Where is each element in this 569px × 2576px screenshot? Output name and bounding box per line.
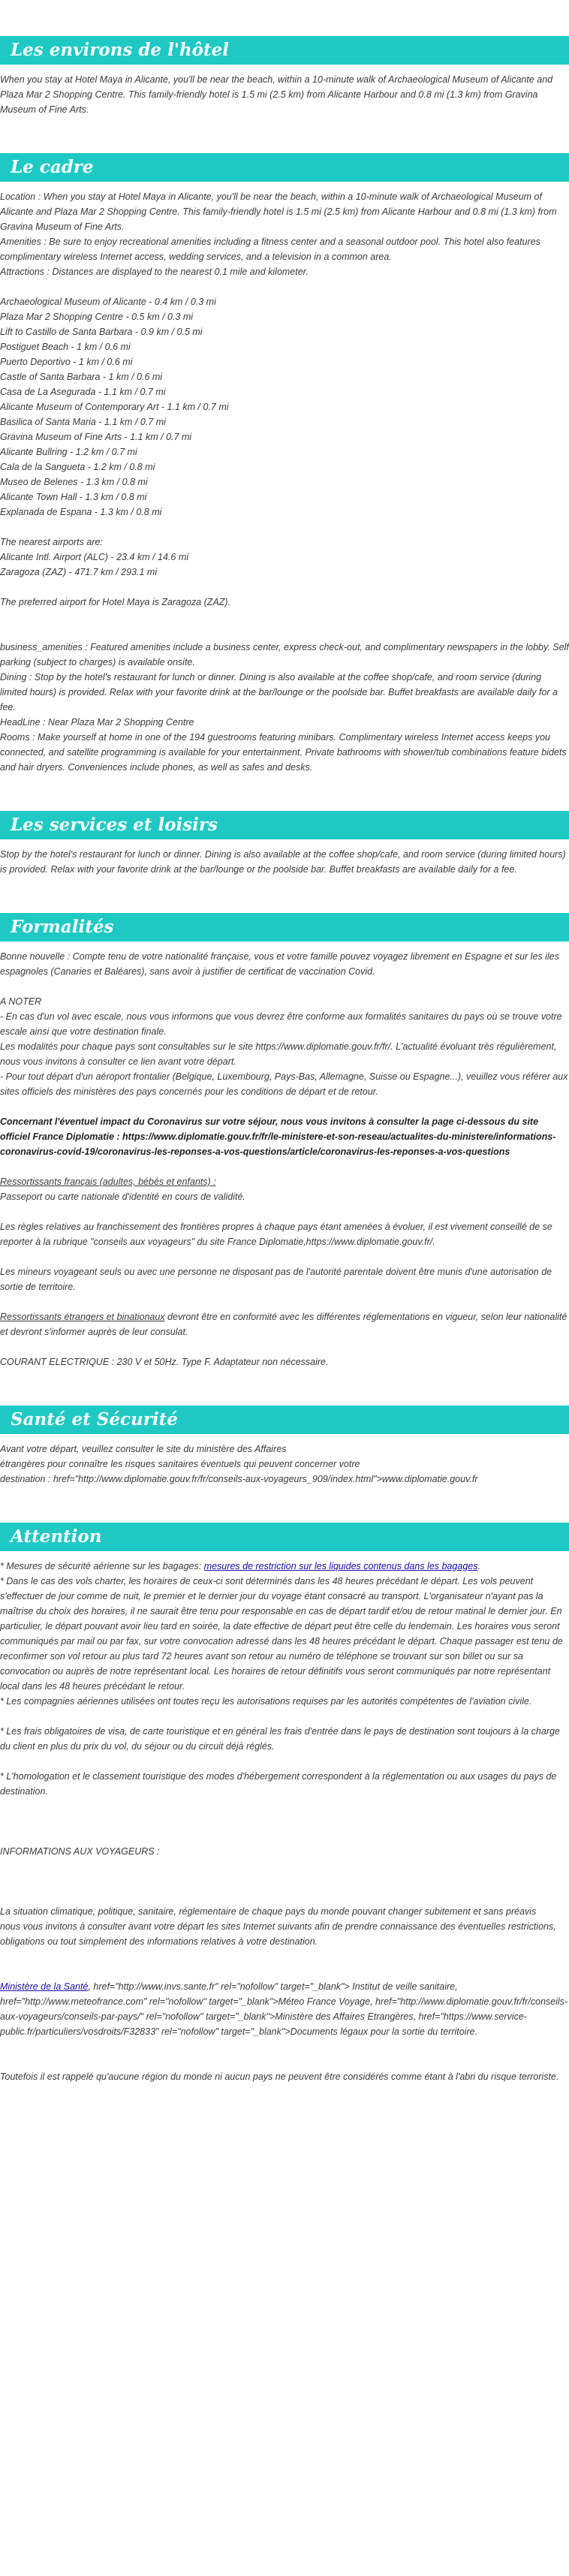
list-item: Alicante Intl. Airport (ALC) - 23.4 km / 14.6 mi bbox=[0, 552, 189, 562]
ress-fr-label: Ressortissants français (adultes, bébés et enfants) : bbox=[0, 1177, 216, 1187]
cadre-attractions: Attractions : Distances are displayed to the nearest 0.1 mile and kilometer. bbox=[0, 267, 309, 277]
list-item: Zaragoza (ZAZ) - 471.7 km / 293.1 mi bbox=[0, 567, 158, 577]
list-item: Postiguet Beach - 1 km / 0.6 mi bbox=[0, 342, 131, 352]
attention-p1-prefix: * Mesures de sécurité aérienne sur les bagages: bbox=[0, 1561, 204, 1571]
list-item: Basilica of Santa Maria - 1.1 km / 0.7 mi bbox=[0, 417, 166, 427]
preferred-airport: The preferred airport for Hotel Maya is Zaragoza (ZAZ). bbox=[0, 597, 231, 607]
section-title-formalites: Formalités bbox=[0, 913, 569, 942]
sante-line2: étrangères pour connaître les risques sanitaires éventuels qui peuvent concerner votre bbox=[0, 1459, 360, 1469]
list-item: Archaeological Museum of Alicante - 0.4 km / 0.3 mi bbox=[0, 297, 216, 307]
list-item: Cala de la Sangueta - 1.2 km / 0.8 mi bbox=[0, 462, 155, 472]
list-item: Plaza Mar 2 Shopping Centre - 0.5 km / 0.3 mi bbox=[0, 312, 194, 322]
list-item: Castle of Santa Barbara - 1 km / 0.6 mi bbox=[0, 372, 163, 382]
formalites-note1: - En cas d'un vol avec escale, nous vous informons que vous devrez être conforme aux formalités sanitaires du pays où se trouve votre escale ainsi que votre destination finale. bbox=[0, 1011, 562, 1037]
section-cadre bbox=[0, 117, 569, 775]
ress-etrangers bbox=[0, 1309, 569, 1339]
courant-electrique: COURANT ELECTRIQUE : 230 V et 50Hz. Type F. Adaptateur non nécessaire. bbox=[0, 1357, 329, 1367]
formalites-intro: Bonne nouvelle : Compte tenu de votre nationalité française, vous et votre famille pouvez voyagez librement en Espagne et sur les iles espagnoles (Canaries et Baléares), sans avoir à justifier de certificat de vaccination Covid. bbox=[0, 951, 559, 977]
cadre-rooms: Rooms : Make yourself at home in one of the 194 guestrooms featuring minibars. Complimentary wireless Internet access keeps you connected, and satellite programming is available for your entertainment. Private bathrooms with shower/tub combinations feature bidets and hair dryers. Conveniences include phones, as well as safes and desks. bbox=[0, 732, 567, 773]
list-item: Gravina Museum of Fine Arts - 1.1 km / 0.7 mi bbox=[0, 432, 192, 442]
section-title-services: Les services et loisirs bbox=[0, 811, 569, 839]
environs-text: When you stay at Hotel Maya in Alicante, you'll be near the beach, within a 10-minute walk of Archaeological Museum of Alicante and Plaza Mar 2 Shopping Centre. This family-friendly hotel is 1.5 mi (2.5 km) from Alicante Harbour and 0.8 mi (1.3 km) from Gravina Museum of Fine Arts. bbox=[0, 74, 553, 115]
list-item: Alicante Bullring - 1.2 km / 0.7 mi bbox=[0, 447, 137, 457]
attention-p3: * Les compagnies aériennes utilisées ont toutes reçu les autorisations requises par les autorités compétentes de l'aviation civile. bbox=[0, 1696, 532, 1707]
cadre-headline: HeadLine : Near Plaza Mar 2 Shopping Centre bbox=[0, 717, 194, 728]
list-item: Alicante Town Hall - 1.3 km / 0.8 mi bbox=[0, 492, 147, 502]
formalites-anoter: A NOTER bbox=[0, 996, 42, 1007]
formalites-regles: Les règles relatives au franchissement des frontières propres à chaque pays étant amenées à évoluer, il est vivement conseillé de se reporter à la rubrique "conseils aux voyageurs" du site France Diplomatie,https://www.diplomatie.gouv.fr/. bbox=[0, 1222, 552, 1247]
cadre-business: business_amenities : Featured amenities include a business center, express check-out, and complimentary newspapers in the lobby. Self parking (subject to charges) is available onsite. bbox=[0, 642, 569, 667]
list-item: Casa de La Asegurada - 1.1 km / 0.7 mi bbox=[0, 387, 166, 397]
list-item: Alicante Museum of Contemporary Art - 1.1 km / 0.7 mi bbox=[0, 402, 229, 412]
list-item: Puerto Deportivo - 1 km / 0.6 mi bbox=[0, 357, 133, 367]
section-attention bbox=[0, 1487, 569, 2084]
attention-situation2: nous vous invitons à consulter avant votre départ les sites Internet suivants afin de prendre connaissance des éventuelles restrictions, obligations ou tout simplement des informations relatives à votre destination. bbox=[0, 1921, 556, 1947]
section-formalites bbox=[0, 877, 569, 1369]
sante-line3: destination : href="http://www.diplomatie.gouv.fr/fr/conseils-aux-voyageurs_909/index.html">www.diplomatie.gouv.fr bbox=[0, 1474, 478, 1484]
attention-final: Toutefois il est rappelé qu'aucune région du monde ni aucun pays ne peuvent être considérés comme étant à l'abri du risque terroriste. bbox=[0, 2071, 559, 2082]
airports-title: The nearest airports are: bbox=[0, 537, 103, 547]
cadre-dining: Dining : Stop by the hotel's restaurant for lunch or dinner. Dining is also available at the coffee shop/cafe, and room service (during limited hours) is provided. Relax with your favorite drink at the bar/lounge or the poolside bar. Buffet breakfasts are available daily for a fee. bbox=[0, 672, 558, 713]
formalites-note2: Les modalités pour chaque pays sont consultables sur le site https://www.diplomatie.gouv.fr/fr/. L'actualité évoluant très régulièrement, nous vous invitons à consulter ce lien avant votre départ. bbox=[0, 1041, 557, 1067]
section-title-sante: Santé et Sécurité bbox=[0, 1406, 569, 1434]
ministere-sante-link[interactable]: Ministère de la Santé bbox=[0, 1981, 89, 1992]
attention-p4: * Les frais obligatoires de visa, de carte touristique et en général les frais d'entrée dans le pays de destination sont toujours à la charge du client en plus du prix du vol, du séjour ou du circuit déjà réglés. bbox=[0, 1726, 560, 1752]
list-item: Explanada de Espana - 1.3 km / 0.8 mi bbox=[0, 507, 162, 517]
formalites-mineurs: Les mineurs voyageant seuls ou avec une personne ne disposant pas de l'autorité parentale doivent être munis d'une autorisation de sortie de territoire. bbox=[0, 1267, 552, 1292]
attention-p1 bbox=[0, 1559, 569, 1574]
attention-info: INFORMATIONS AUX VOYAGEURS : bbox=[0, 1846, 160, 1857]
services-text: Stop by the hotel's restaurant for lunch or dinner. Dining is also available at the coffee shop/cafe, and room service (during limited hours) is provided. Relax with your favorite drink at the bar/lounge or the poolside bar. Buffet breakfasts are available daily for a fee. bbox=[0, 849, 566, 875]
places-list bbox=[0, 294, 569, 520]
ress-et-text: devront être en conformité avec les différentes réglementations en vigueur, selon leur nationalité et devront s'informer auprès de leur consulat. bbox=[0, 1312, 567, 1337]
attention-p2: * Dans le cas des vols charter, les horaires de ceux-ci sont déterminés dans les 48 heures précédant le départ. Les vols peuvent s'effectuer de jour comme de nuit, le premier et le dernier jour du voyage étant consacré au transport. L'organisateur n'ayant pas la maîtrise du choix des horaires, il ne saurait être tenu pour responsable en cas de départ tardif et/ou de retour matinal le dernier jour. En particulier, le départ pouvant avoir lieu tard en soirée, la date effective de départ peut être celle du lendemain. Les horaires vous seront communiqués par mail ou par fax, sur votre convocation adressé dans les 48 heures précédant le départ. Chaque passager est tenu de reconfirmer son vol retour au plus tard 72 heures avant son retour au numéro de téléphone se trouvant sur son billet ou sur sa convocation ou auprès de notre représentant local. Les horaires de retour définitifs vous seront communiqués par notre représentant local dans les 48 heures précédant le retour. bbox=[0, 1576, 563, 1692]
cadre-amenities: Amenities : Be sure to enjoy recreational amenities including a fitness center and a seasonal outdoor pool. This hotel also features complimentary wireless Internet access, wedding services, and a television in a common area. bbox=[0, 237, 540, 262]
sante-line1: Avant votre départ, veuillez consulter le site du ministère des Affaires bbox=[0, 1444, 287, 1454]
ress-fr-text: Passeport ou carte nationale d'identité en cours de validité. bbox=[0, 1192, 245, 1202]
cadre-location: Location : When you stay at Hotel Maya in Alicante, you'll be near the beach, within a 10-minute walk of Archaeological Museum of Alicante and Plaza Mar 2 Shopping Centre. This family-friendly hotel is 1.5 mi (2.5 km) from Alicante Harbour and 0.8 mi (1.3 km) from Gravina Museum of Fine Arts. bbox=[0, 191, 557, 232]
attention-links bbox=[0, 1979, 569, 2039]
section-sante bbox=[0, 1369, 569, 1487]
section-environs bbox=[0, 0, 569, 117]
airports-block bbox=[0, 535, 569, 580]
section-title-cadre: Le cadre bbox=[0, 153, 569, 182]
formalites-bold: Concernant l'éventuel impact du Coronavirus sur votre séjour, nous vous invitons à consulter la page ci-dessous du site officiel France Diplomatie : https://www.diplomatie.gouv.fr/fr/le-ministere-et-son-reseau/actualites-du-ministere/informations-coronavirus-covid-19/coronavirus-les-reponses-a-vos-questions/article/coronavirus-les-reponses-a-vos-questions bbox=[0, 1116, 556, 1157]
list-item: Museo de Belenes - 1.3 km / 0.8 mi bbox=[0, 477, 148, 487]
section-title-attention: Attention bbox=[0, 1523, 569, 1551]
formalites-note3: - Pour tout départ d'un aéroport frontalier (Belgique, Luxembourg, Pays-Bas, Allemagne, Suisse ou Espagne...), veuillez vous référer aux sites officiels des ministères des pays concernés pour les conditions de départ et de retour. bbox=[0, 1071, 568, 1097]
attention-p1-suffix: . bbox=[477, 1561, 480, 1571]
attention-situation1: La situation climatique, politique, sanitaire, réglementaire de chaque pays du monde pouvant changer subitement et sans préavis bbox=[0, 1906, 537, 1917]
attention-links-text: , href="http://www.invs.sante.fr" rel="nofollow" target="_blank"> Institut de veille sanitaire, href="http://www.meteofrance.com" rel="nofollow" target="_blank">Méteo France Voyage, href="http://www.diplomatie.gouv.fr/fr/conseils-aux-voyageurs/conseils-par-pays/" rel="nofollow" target="_blank">Ministère des Affaires Etrangères, href="https://www.service-public.fr/particuliers/vosdroits/F32833" rel="nofollow" target="_blank">Documents légaux pour la sortie du territoire. bbox=[0, 1981, 568, 2037]
ress-et-label: Ressortissants étrangers et binationaux bbox=[0, 1312, 165, 1322]
section-services bbox=[0, 775, 569, 877]
liquids-restriction-link[interactable]: mesures de restriction sur les liquides contenus dans les bagages bbox=[203, 1561, 478, 1571]
section-title-environs: Les environs de l'hôtel bbox=[0, 36, 569, 65]
list-item: Lift to Castillo de Santa Barbara - 0.9 km / 0.5 mi bbox=[0, 327, 203, 337]
attention-p5: * L'homologation et le classement touristique des modes d'hébergement correspondent à la réglementation ou aux usages du pays de destination. bbox=[0, 1771, 557, 1797]
